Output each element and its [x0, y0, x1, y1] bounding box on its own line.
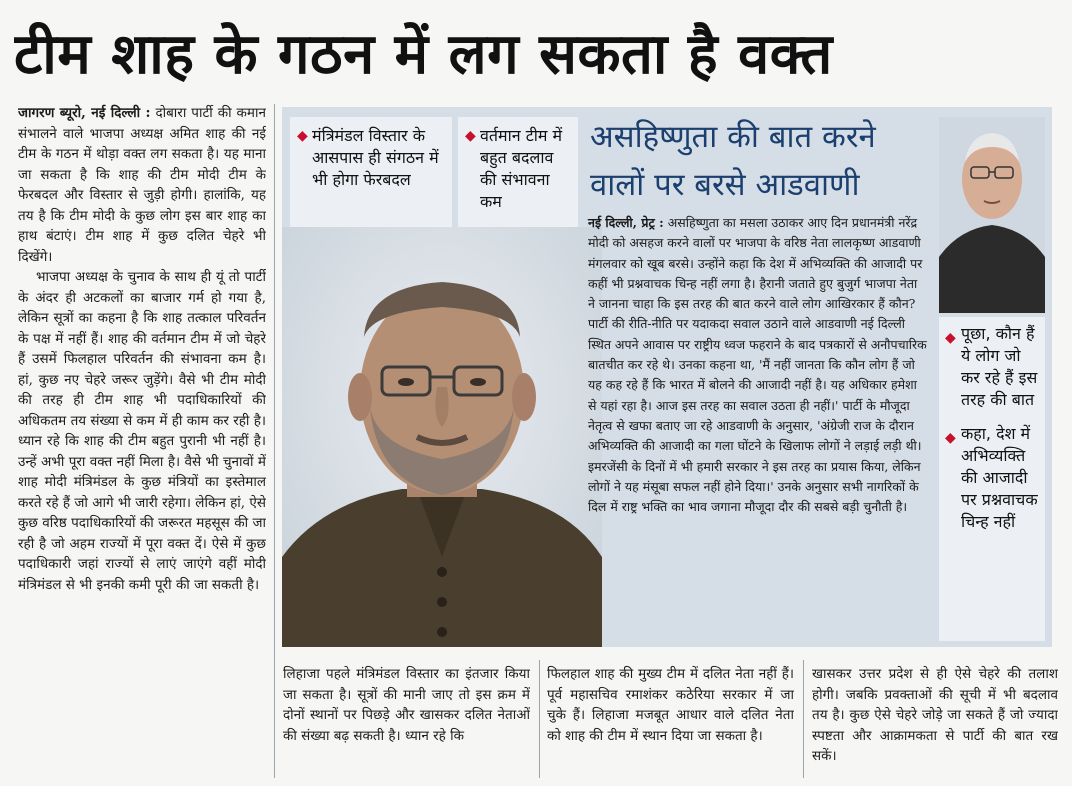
article-paragraph: फिलहाल शाह की मुख्य टीम में दलित नेता नहीं हैं। पूर्व महासचिव रमाशंकर कठेरिया सरकार में जा चुके हैं। लिहाजा मजबूत आधार वाले दलित नेता को शाह की टीम में स्थान दिया जा सकता है।: [547, 666, 794, 744]
diamond-bullet-icon: ◆: [297, 128, 308, 144]
article-paragraph: खासकर उत्तर प्रदेश से ही ऐसे चेहरे की तलाश होगी। जबकि प्रवक्ताओं की सूची में भी बदलाव तय है। कुछ ऐसे चेहरे जोड़े जा सकते हैं जो ज्यादा स्पष्टता और आक्रामकता से पार्टी की बात रख सकें।: [812, 666, 1058, 764]
bottom-column: [812, 664, 1058, 778]
feature-panel: [282, 107, 1052, 647]
amit-shah-photo: [282, 227, 602, 647]
column-divider: [274, 104, 275, 778]
headline: टीम शाह के गठन में लग सकता है वक्त: [14, 22, 833, 87]
sidebar-bullets: [939, 317, 1045, 641]
diamond-bullet-icon: ◆: [945, 430, 956, 446]
diamond-bullet-icon: ◆: [945, 330, 956, 346]
sidebar-bullet-text: पूछा, कौन हैं ये लोग जो कर रहे हैं इस तरह की बात: [961, 324, 1038, 409]
sidebar-story: [584, 113, 932, 643]
highlight-text: वर्तमान टीम में बहुत बदलाव की संभावना कम: [480, 126, 563, 211]
highlight-box: [290, 117, 452, 229]
sidebar-bullet-text: कहा, देश में अभिव्यक्ति की आजादी पर प्रश्नवाचक चिन्ह नहीं: [961, 424, 1038, 531]
sidebar-story-title: असहिष्णुता की बात करने वालों पर बरसे आडवाणी: [590, 119, 876, 203]
bottom-column: [547, 664, 794, 778]
article-dateline: जागरण ब्यूरो, नई दिल्ली :: [18, 105, 151, 121]
highlight-text: मंत्रिमंडल विस्तार के आसपास ही संगठन में भी होगा फेरबदल: [312, 126, 439, 189]
article-paragraph: लिहाजा पहले मंत्रिमंडल विस्तार का इंतजार किया जा सकता है। सूत्रों की मानी जाए तो इस क्रम में दोनों स्थानों पर पिछड़े और खासकर दलित नेताओं की संख्या बढ़ सकती है। ध्यान रहे कि: [283, 666, 530, 744]
sidebar-story-text: असहिष्णुता का मसला उठाकर आए दिन प्रधानमंत्री नरेंद्र मोदी को असहज करने वालों पर भाजपा के वरिष्ठ नेता लालकृष्ण आडवाणी मंगलवार को खूब बरसे। उन्होंने कहा कि देश में अभिव्यक्ति की आजादी पर कहीं भी प्रश्नवाचक चिन्ह नहीं लगा है। हैरानी जताते हुए बुजुर्ग भाजपा नेता ने जानना चाहा कि इस तरह की बात करने वाले लोग आखिरकार हैं कौन? पार्टी की रीति-नीति पर यदाकदा सवाल उठाने वाले आडवाणी नई दिल्ली स्थित अपने आवास पर राष्ट्रीय ध्वज फहराने के बाद पत्रकारों से अनौपचारिक बातचीत कर रहे थे। उनका कहना था, 'मैं नहीं जानता कि कौन लोग हैं जो यह कह रहे हैं कि भारत में बोलने की आजादी नहीं है। यह अधिकार हमेशा से यहां रहा है। आज इस तरह का सवाल उठता ही नहीं।' पार्टी के मौजूदा नेतृत्व से खफा बताए जा रहे आडवाणी के अनुसार, 'अंग्रेजी राज के दौरान अभिव्यक्ति की आजादी का गला घोंटने के खिलाफ लोगों ने लड़ाई लड़ी थी। इमरजेंसी के दिनों में भी हमारी सरकार ने इस तरह का प्रयास किया, लेकिन लोगों ने यह मंसूबा सफल नहीं होने दिया।' उनके अनुसार सभी नागरिकों के दिल में राष्ट्र भक्ति का भाव जगाना मौजूदा दौर की सबसे बड़ी चुनौती है।: [588, 215, 927, 515]
sidebar-bullet-item: [939, 417, 1045, 539]
sidebar-story-dateline: नई दिल्ली, प्रेट्र :: [588, 215, 664, 230]
left-article-column: [18, 103, 266, 779]
sidebar-bullet-item: [939, 317, 1045, 417]
article-paragraph: भाजपा अध्यक्ष के चुनाव के साथ ही यूं तो पार्टी के अंदर ही अटकलों का बाजार गर्म हो गया है, लेकिन सूत्रों का कहना है कि शाह तत्काल परिवर्तन के पक्ष में नहीं हैं। शाह की वर्तमान टीम में जो चेहरे हैं उसमें फिलहाल परिवर्तन की संभावना कम है। हां, कुछ नए चेहरे जरूर जुड़ेंगे। वैसे भी टीम मोदी की तरह ही टीम शाह भी पदाधिकारियों की अधिकतम तय संख्या से कम में ही काम कर रही है। ध्यान रहे कि शाह की टीम बहुत पुरानी भी नहीं है। उन्हें अभी पूरा वक्त नहीं मिला है। वैसे भी चुनावों में शाह मोदी मंत्रिमंडल के कुछ मंत्रियों का इस्तेमाल करते रहे हैं जो आगे भी जारी रहेगा। लेकिन हां, ऐसे कुछ वरिष्ठ पदाधिकारियों की जरूरत महसूस की जा रही है जो अहम राज्यों में पूरा वक्त दें। ऐसे में कुछ पदाधिकारी जहां राज्यों से लाएं जाएंगे वहीं मोदी मंत्रिमंडल से भी इनकी कमी पूरी की जा सकती है।: [18, 269, 266, 593]
column-divider: [803, 660, 804, 778]
bottom-column: [283, 664, 530, 778]
sidebar-story-body: [588, 213, 928, 517]
diamond-bullet-icon: ◆: [465, 128, 476, 144]
column-divider: [539, 660, 540, 778]
article-intro: [18, 103, 266, 267]
article-paragraph: दोबारा पार्टी की कमान संभालने वाले भाजपा अध्यक्ष अमित शाह की नई टीम के गठन में थोड़ा वक्त लग सकता है। यह माना जा सकता है कि शाह की टीम मोदी टीम के फेरबदल और विस्तार से जुड़ी होगी। हालांकि, यह तय है कि टीम मोदी के कुछ लोग इस बार शाह का हाथ बंटाएं। टीम शाह में कुछ दलित चेहरे भी दिखेंगे।: [18, 105, 266, 265]
highlight-box: [458, 117, 578, 229]
advani-photo: [939, 117, 1045, 313]
